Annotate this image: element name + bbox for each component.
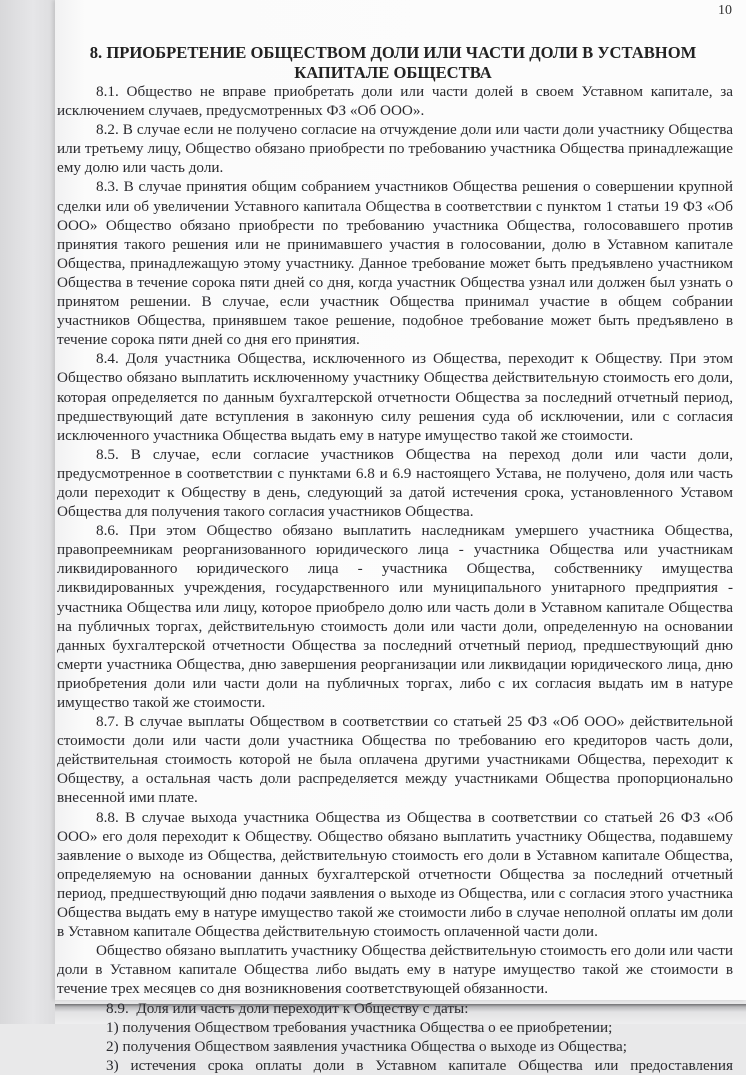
clause-text: В случае выхода участника Общества из Общества в соответствии со статьей 26 ФЗ «Об ООО» его доля переходит к Обществу. Общество обязано выплатить участнику Общества, подавшему заявление о выходе из Общества, действительную стоимость его доли в Уставном капитале Общества, определяемую на основании данных бухгалтерской отчетности Общества за последний отчетный период, предшествующий дню подачи заявления о выходе из Общества, или с согласия этого участника Общества выдать ему в натуре имущество такой же стоимости либо в случае неполной оплаты им доли в Уставном капитале Общества действительную стоимость оплаченной части доли. <box>57 808 733 941</box>
clause-text: Доля или часть доли переходит к Обществу с даты: <box>136 999 469 1017</box>
paragraph-8-9 <box>57 999 733 1018</box>
paragraph-8-7 <box>57 712 733 807</box>
clause-number: 8.9. <box>106 999 129 1017</box>
list-item: 1) получения Обществом требования участника Общества о ее приобретении; <box>106 1018 613 1036</box>
paragraph-8-4 <box>57 349 733 444</box>
paragraph-8-5 <box>57 445 733 521</box>
clause-text: Общество не вправе приобретать доли или части долей в своем Уставном капитале, за исключением случаев, предусмотренных ФЗ «Об ООО». <box>57 83 734 120</box>
clause-number: 8.2. <box>96 121 119 139</box>
list-item: 3) истечения срока оплаты доли в Уставном капитале Общества или предоставления <box>106 1056 733 1074</box>
clause-number: 8.3. <box>96 178 119 196</box>
document-body <box>57 82 733 1075</box>
clause-number: 8.4. <box>96 350 119 368</box>
clause-number: 8.6. <box>96 522 119 540</box>
list-item: 2) получения Обществом заявления участника Общества о выходе из Общества; <box>106 1037 627 1055</box>
clause-number: 8.8. <box>96 808 119 826</box>
section-title: 8. ПРИОБРЕТЕНИЕ ОБЩЕСТВОМ ДОЛИ ИЛИ ЧАСТИ ДОЛИ В УСТАВНОМ КАПИТАЛЕ ОБЩЕСТВА <box>89 43 697 82</box>
clause-number: 8.5. <box>96 445 119 463</box>
clause-text: В случае если не получено согласие на отчуждение доли или части доли участнику Общества или третьему лицу, Общество обязано приобрести по требованию участника Общества принадлежащие ему долю или часть доли. <box>57 121 734 177</box>
paragraph-8-2 <box>57 120 733 177</box>
paragraph-8-8 <box>57 808 733 942</box>
paragraph-8-3 <box>57 177 733 349</box>
previous-page-margin <box>0 0 55 1024</box>
paragraph-8-6 <box>57 521 733 712</box>
paragraph-8-8-continued <box>57 941 733 998</box>
clause-number: 8.7. <box>96 713 119 731</box>
clause-text: Доля участника Общества, исключенного из Общества, переходит к Обществу. При этом Общество обязано выплатить исключенному участнику Общества действительную стоимость его доли, которая определяется по данным бухгалтерской отчетности Общества за последний отчетный период, предшествующий дате вступления в законную силу решения суда об исключении, или с согласия исключенного участника Общества выдать ему в натуре имущество такой же стоимости. <box>57 350 734 444</box>
clause-text: В случае принятия общим собранием участников Общества решения о совершении крупной сделки или об увеличении Уставного капитала Общества в соответствии с пунктом 1 статьи 19 ФЗ «Об ООО» Общество обязано приобрести по требованию участника Общества, голосовавшего против принятия такого решения или не принимавшего участия в голосовании, долю в Уставном капитале Общества, принадлежащую этому участнику. Данное требование может быть предъявлено участником Общества в течение сорока пяти дней со дня, когда участник Общества узнал или должен был узнать о принятом решении. В случае, если участник Общества принимал участие в общем собрании участников Общества, принявшем такое решение, подобное требование может быть предъявлено в течение сорока пяти дней со дня его принятия. <box>57 178 734 349</box>
clause-text: В случае, если согласие участников Общества на переход доли или части доли, предусмотренное в соответствии с пунктами 6.8 и 6.9 настоящего Устава, не получено, доля или часть доли переходит к Обществу в день, следующий за датой истечения срока, установленного Уставом Общества для получения такого согласия участников Общества. <box>57 445 733 521</box>
clause-text: Общество обязано выплатить участнику Общества действительную стоимость его доли или части доли в Уставном капитале Общества либо выдать ему в натуре имущество такой же стоимости в течение трех месяцев со дня возникновения соответствующей обязанности. <box>57 942 733 998</box>
page-number: 10 <box>718 3 732 18</box>
clause-text: При этом Общество обязано выплатить наследникам умершего участника Общества, правопреемникам реорганизованного юридического лица - участника Общества или участникам ликвидированного юридического лица - участника Общества, собственнику имущества ликвидированных учреждения, государственного или муниципального унитарного предприятия - участника Общества или лицу, которое приобрело долю или часть доли в Уставном капитале Общества на публичных торгах, действительную стоимость доли или части доли, определенную на основании данных бухгалтерской отчетности Общества за последний отчетный период, предшествующий дню смерти участника Общества, дню завершения реорганизации или ликвидации юридического лица, дню приобретения доли или части доли на публичных торгах, либо с их согласия выдать им в натуре имущество такой же стоимости. <box>57 522 734 711</box>
paragraph-8-1 <box>57 82 733 120</box>
clause-text: В случае выплаты Обществом в соответствии со статьей 25 ФЗ «Об ООО» действительной стоимости доли или части доли участника Общества по требованию его кредиторов часть доли, действительная стоимость которой не была оплачена другими участниками Общества, переходит к Обществу, а остальная часть доли распределяется между участниками Общества пропорционально внесенной ими плате. <box>57 713 733 807</box>
clause-number: 8.1. <box>96 83 119 100</box>
